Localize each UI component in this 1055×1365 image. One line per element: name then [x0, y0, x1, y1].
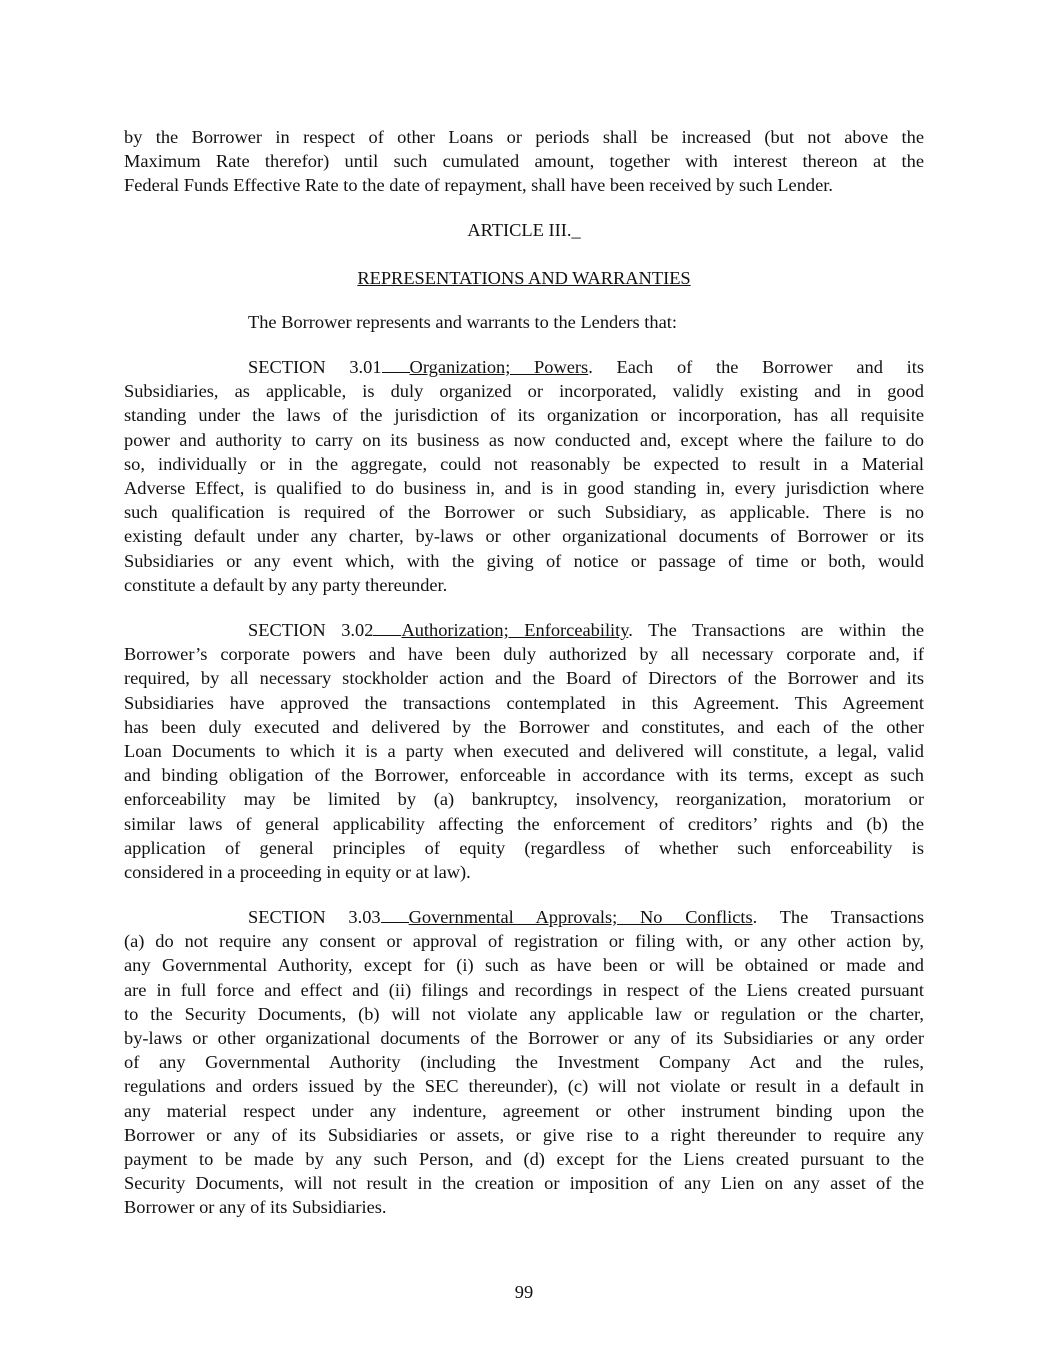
section-heading-line	[124, 355, 924, 379]
heading-gap	[373, 620, 401, 636]
text-line: Borrower or any of its Subsidiaries or assets, or give rise to a right thereunder to require any	[124, 1124, 924, 1145]
text-line: Subsidiaries, as applicable, is duly organized or incorporated, validly existing and in good	[124, 381, 924, 402]
section-title: Organization; Powers	[409, 357, 589, 377]
intro-paragraph	[124, 125, 924, 198]
section-title: Governmental Approvals; No Conflicts	[408, 907, 753, 927]
article-title-text: REPRESENTATIONS AND WARRANTIES	[357, 268, 691, 288]
text-line: regulations and orders issued by the SEC thereunder), (c) will not violate or result in a default in	[124, 1076, 924, 1097]
text-line: power and authority to carry on its business as now conducted and, except where the failure to do	[124, 429, 924, 450]
text-line: existing default under any charter, by-laws or other organizational documents of Borrower or its	[124, 526, 924, 547]
text-line: similar laws of general applicability affecting the enforcement of creditors’ rights and (b) the	[124, 813, 924, 834]
text-line: Adverse Effect, is qualified to do business in, and is in good standing in, every jurisdiction where	[124, 477, 924, 498]
text-line: considered in a proceeding in equity or at law).	[124, 861, 471, 882]
text-line: Borrower’s corporate powers and have been duly authorized by all necessary corporate and, if	[124, 644, 924, 665]
text-line: standing under the laws of the jurisdiction of its organization or incorporation, has all requisite	[124, 405, 924, 426]
section-first-line-rest: . Each of the Borrower and its	[588, 357, 924, 377]
text-line: any Governmental Authority, except for (i) such as have been or will be obtained or made and	[124, 955, 924, 976]
section-3-03	[124, 905, 924, 1219]
text-line: Subsidiaries have approved the transactions contemplated in this Agreement. This Agreement	[124, 692, 924, 713]
text-line: are in full force and effect and (ii) filings and recordings in respect of the Liens created pursuant	[124, 979, 924, 1000]
article-lead: The Borrower represents and warrants to the Lenders that:	[248, 312, 677, 332]
text-line: Loan Documents to which it is a party when executed and delivered will constitute, a legal, valid	[124, 740, 924, 761]
text-line: to the Security Documents, (b) will not violate any applicable law or regulation or the charter,	[124, 1003, 924, 1024]
text-line: (a) do not require any consent or approval of registration or filing with, or any other action by,	[124, 931, 924, 952]
section-number: SECTION 3.03	[248, 907, 381, 927]
heading-gap	[381, 907, 409, 923]
text-line: by the Borrower in respect of other Loans or periods shall be increased (but not above the	[124, 127, 924, 147]
text-line: Subsidiaries or any event which, with the giving of notice or passage of time or both, would	[124, 550, 924, 571]
section-3-01	[124, 355, 924, 597]
text-line: constitute a default by any party thereunder.	[124, 574, 448, 595]
section-heading-line	[124, 618, 924, 642]
page-number: 99	[514, 1282, 534, 1302]
section-number: SECTION 3.01	[248, 357, 382, 377]
section-first-line-rest: . The Transactions are within the	[628, 620, 924, 640]
text-line: payment to be made by any such Person, and (d) except for the Liens created pursuant to the	[124, 1148, 924, 1169]
text-line: of any Governmental Authority (including the Investment Company Act and the rules,	[124, 1052, 924, 1073]
text-line: Federal Funds Effective Rate to the date of repayment, shall have been received by such Lender.	[124, 175, 833, 196]
text-line: any material respect under any indenture, agreement or other instrument binding upon the	[124, 1100, 924, 1121]
text-line: Maximum Rate therefor) until such cumulated amount, together with interest thereon at the	[124, 151, 924, 172]
text-line: Borrower or any of its Subsidiaries.	[124, 1197, 387, 1218]
text-line: such qualification is required of the Borrower or such Subsidiary, as applicable. There is no	[124, 502, 924, 523]
heading-gap	[382, 357, 410, 373]
text-line: enforceability may be limited by (a) bankruptcy, insolvency, reorganization, moratorium or	[124, 789, 924, 810]
section-heading-line	[124, 905, 924, 929]
text-line: application of general principles of equity (regardless of whether such enforceability is	[124, 837, 924, 858]
section-number: SECTION 3.02	[248, 620, 374, 640]
section-3-02	[124, 618, 924, 884]
text-line: so, individually or in the aggregate, could not reasonably be expected to result in a Material	[124, 453, 924, 474]
text-line: Security Documents, will not result in the creation or imposition of any Lien on any asset of the	[124, 1173, 924, 1194]
article-number: ARTICLE III._	[467, 220, 581, 240]
section-first-line-rest: . The Transactions	[752, 907, 924, 927]
text-line: by-laws or other organizational documents of the Borrower or any of its Subsidiaries or any order	[124, 1027, 924, 1048]
text-line: required, by all necessary stockholder action and the Board of Directors of the Borrower and its	[124, 668, 924, 689]
text-line: has been duly executed and delivered by the Borrower and constitutes, and each of the other	[124, 716, 924, 737]
section-title: Authorization; Enforceability	[401, 620, 629, 640]
text-line: and binding obligation of the Borrower, enforceable in accordance with its terms, except as such	[124, 765, 924, 786]
article-title	[124, 266, 924, 290]
